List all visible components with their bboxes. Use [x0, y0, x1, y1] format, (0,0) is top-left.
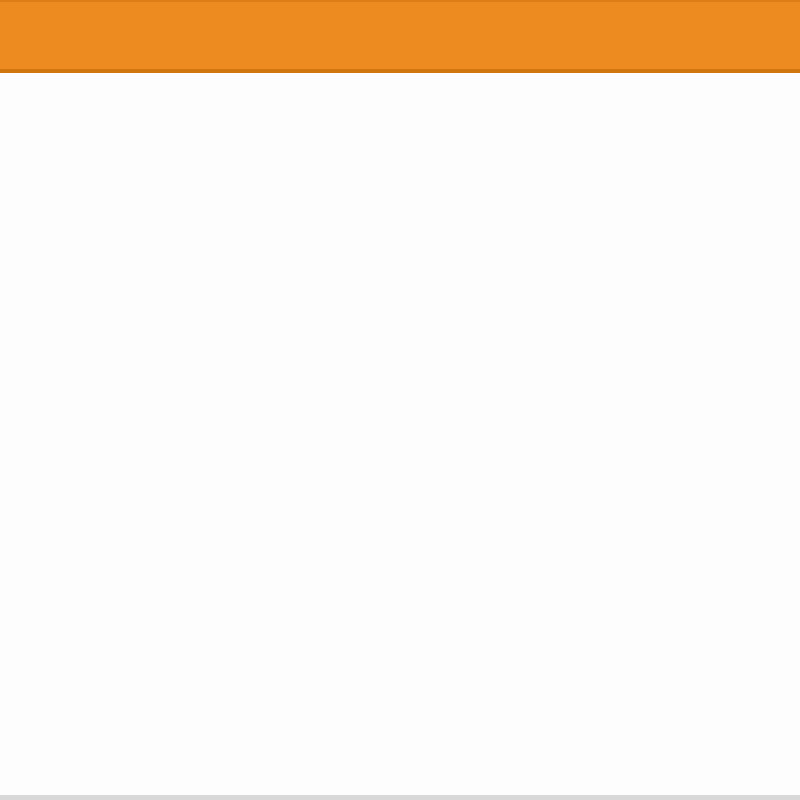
youth-section [28, 220, 772, 306]
women-section [28, 141, 772, 220]
footer-note [28, 322, 772, 386]
youth-section-title [28, 220, 772, 306]
men-section-title [28, 73, 772, 141]
size-chart-banner [0, 0, 800, 73]
women-section-title [28, 141, 772, 220]
men-section [28, 73, 772, 141]
bottom-edge-strip [0, 795, 800, 800]
footer-note-line2 [28, 354, 772, 386]
footer-note-line1 [28, 322, 772, 354]
